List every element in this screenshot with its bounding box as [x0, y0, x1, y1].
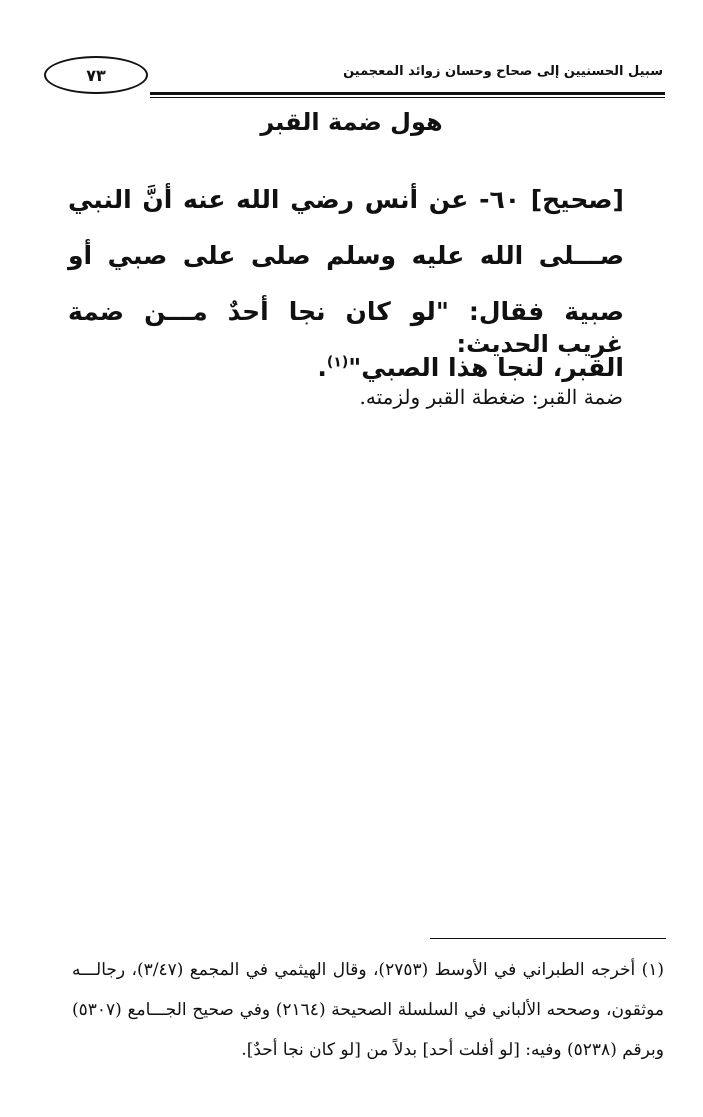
- hadith-text: [68, 172, 624, 396]
- gharib-definition: ضمة القبر: ضغطة القبر ولزمته.: [359, 385, 623, 409]
- footnote-text: (١) أخرجه الطبراني في الأوسط (٢٧٥٣)، وقال الهيثمي في المجمع (٣/٤٧)، رجالـــه موثقون، وصححه الألباني في السلسلة الصحيحة (٢١٦٤) وفي صحيح الجـــامع (٥٣٠٧) وبرقم (٥٢٣٨) وفيه: [لو أفلت أحد] بدلاً من [لو كان نجا أحدٌ].: [72, 960, 665, 1060]
- header-rule-thick: [150, 92, 665, 95]
- hadith-grade: [صحيح]: [530, 185, 624, 214]
- footnote-separator: [430, 938, 666, 939]
- hadith-number: ٦٠-: [479, 185, 520, 214]
- footnote-reference: (١): [326, 354, 349, 371]
- gharib-heading: غريب الحديث:: [456, 330, 623, 358]
- running-title: سبيل الحسنيين إلى صحاح وحسان زوائد المعجمين: [343, 64, 663, 79]
- hadith-body: عن أنس رضي الله عنه أنَّ النبي صـــلى الله عليه وسلم صلى على صبي أو صبية فقال: "لو كان نجا أحدٌ مـــن ضمة القبر، لنجا هذا الصبي": [68, 185, 624, 382]
- header-rule-thin: [150, 97, 665, 98]
- page-header: [40, 52, 665, 96]
- page-number: ٧٣: [44, 56, 148, 94]
- hadith-end: .: [317, 353, 327, 382]
- section-title: هول ضمة القبر: [260, 108, 443, 136]
